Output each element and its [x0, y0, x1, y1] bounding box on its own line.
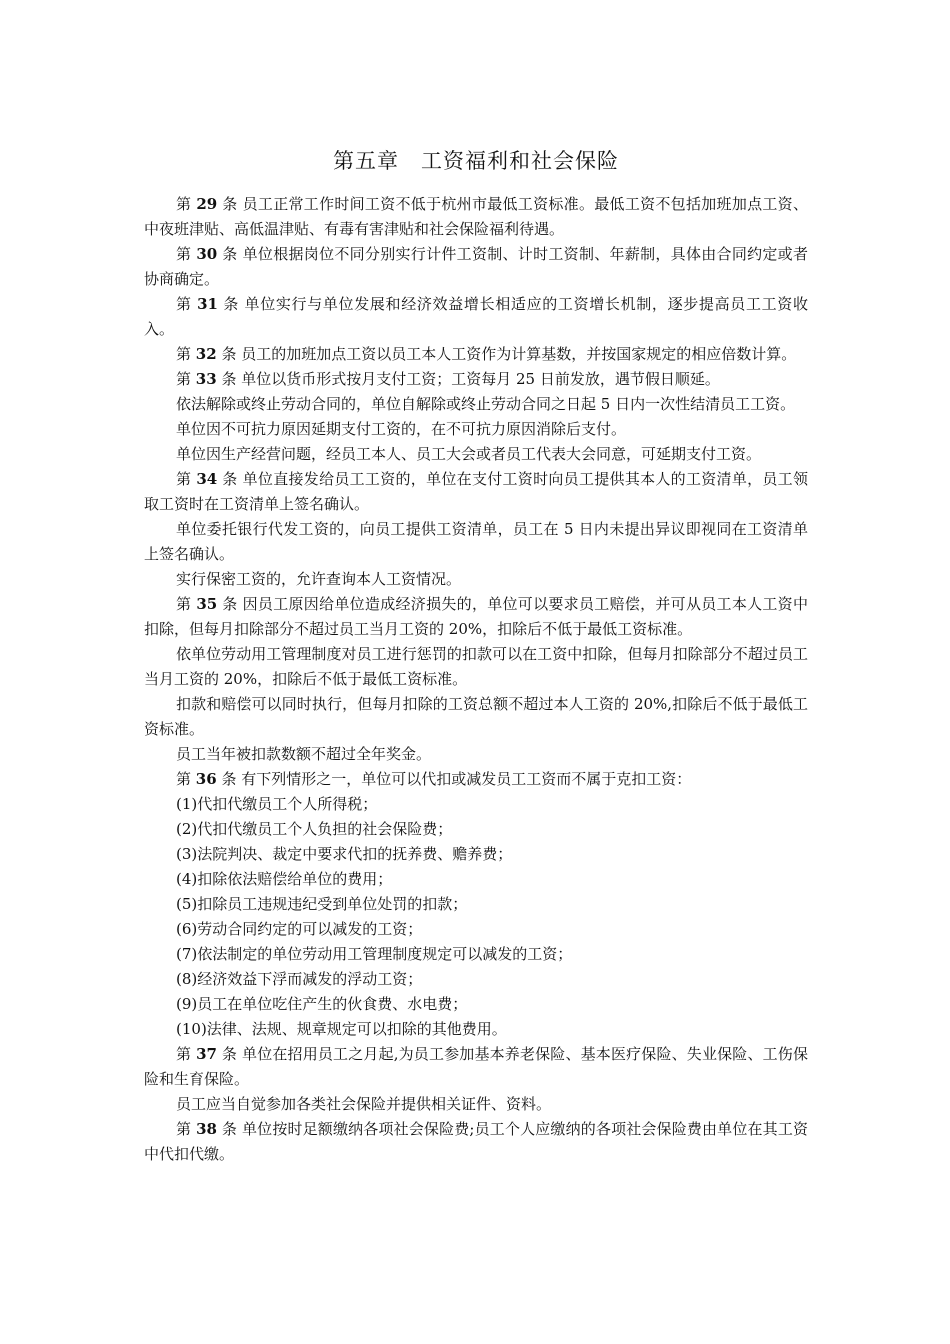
article-prefix: 第	[176, 345, 192, 363]
paragraph	[144, 892, 808, 917]
chapter-name: 工资福利和社会保险	[421, 149, 619, 173]
paragraph	[144, 467, 808, 517]
article-number: 32	[195, 345, 217, 363]
paragraph-text: 条 有下列情形之一，单位可以代扣或减发员工工资而不属于克扣工资：	[221, 770, 692, 788]
paragraph-text: (9)员工在单位吃住产生的伙食费、水电费；	[176, 995, 468, 1013]
paragraph-text: (3)法院判决、裁定中要求代扣的抚养费、赡养费；	[176, 845, 513, 863]
paragraph-text: 条 单位按时足额缴纳各项社会保险费;员工个人应缴纳的各项社会保险费由单位在其工资中代扣代缴。	[144, 1120, 808, 1163]
paragraph-text: 条 因员工原因给单位造成经济损失的，单位可以要求员工赔偿，并可从员工本人工资中扣除，但每月扣除部分不超过员工当月工资的 20%，扣除后不低于最低工资标准。	[144, 595, 808, 638]
article-number: 38	[196, 1120, 217, 1138]
paragraph-text: 单位因生产经营问题，经员工本人、员工大会或者员工代表大会同意，可延期支付工资。	[176, 445, 762, 463]
paragraph	[144, 942, 808, 967]
paragraph	[144, 642, 808, 692]
document-page	[144, 146, 808, 1167]
paragraph	[144, 792, 808, 817]
paragraph	[144, 517, 808, 567]
paragraph	[144, 392, 808, 417]
article-prefix: 第	[176, 295, 192, 313]
paragraph-text: 条 员工正常工作时间工资不低于杭州市最低工资标准。最低工资不包括加班加点工资、中夜班津贴、高低温津贴、有毒有害津贴和社会保险福利待遇。	[144, 195, 808, 238]
paragraph-text: (1)代扣代缴员工个人所得税；	[176, 795, 378, 813]
article-prefix: 第	[176, 195, 192, 213]
paragraph	[144, 917, 808, 942]
paragraph	[144, 817, 808, 842]
paragraph-text: (6)劳动合同约定的可以减发的工资；	[176, 920, 423, 938]
article-number: 31	[197, 295, 218, 313]
paragraph-text: 实行保密工资的，允许查询本人工资情况。	[176, 570, 462, 588]
paragraph-text: (8)经济效益下浮而减发的浮动工资；	[176, 970, 423, 988]
paragraph	[144, 992, 808, 1017]
paragraph-text: (4)扣除依法赔偿给单位的费用；	[176, 870, 393, 888]
article-prefix: 第	[176, 770, 192, 788]
article-prefix: 第	[176, 370, 192, 388]
article-prefix: 第	[176, 1045, 192, 1063]
paragraph	[144, 1092, 808, 1117]
paragraph	[144, 767, 808, 792]
paragraph-text: 条 单位在招用员工之月起,为员工参加基本养老保险、基本医疗保险、失业保险、工伤保险和生育保险。	[144, 1045, 808, 1088]
paragraph-text: 扣款和赔偿可以同时执行，但每月扣除的工资总额不超过本人工资的 20%,扣除后不低于最低工资标准。	[144, 695, 808, 738]
paragraph	[144, 417, 808, 442]
paragraph-text: (10)法律、法规、规章规定可以扣除的其他费用。	[176, 1020, 507, 1038]
paragraph-text: 条 单位以货币形式按月支付工资；工资每月 25 日前发放，遇节假日顺延。	[221, 370, 720, 388]
article-number: 33	[195, 370, 217, 388]
paragraph-text: 单位委托银行代发工资的，向员工提供工资清单，员工在 5 日内未提出异议即视同在工资清单上签名确认。	[144, 520, 808, 563]
article-number: 34	[196, 470, 218, 488]
paragraph	[144, 692, 808, 742]
paragraph	[144, 242, 808, 292]
paragraph	[144, 867, 808, 892]
article-number: 35	[196, 595, 218, 613]
paragraph-text: 依单位劳动用工管理制度对员工进行惩罚的扣款可以在工资中扣除，但每月扣除部分不超过员工当月工资的 20%，扣除后不低于最低工资标准。	[144, 645, 808, 688]
paragraph	[144, 367, 808, 392]
paragraph-text: 员工应当自觉参加各类社会保险并提供相关证件、资料。	[176, 1095, 552, 1113]
paragraph-text: 条 员工的加班加点工资以员工本人工资作为计算基数，并按国家规定的相应倍数计算。	[221, 345, 797, 363]
paragraph-text: (5)扣除员工违规违纪受到单位处罚的扣款；	[176, 895, 468, 913]
article-number: 30	[196, 245, 218, 263]
paragraph-text: 条 单位直接发给员工工资的，单位在支付工资时向员工提供其本人的工资清单，员工领取工资时在工资清单上签名确认。	[144, 470, 808, 513]
article-prefix: 第	[176, 470, 192, 488]
chapter-number: 第五章	[333, 149, 399, 173]
paragraph	[144, 842, 808, 867]
article-number: 29	[196, 195, 218, 213]
paragraph	[144, 742, 808, 767]
paragraph-text: 条 单位实行与单位发展和经济效益增长相适应的工资增长机制，逐步提高员工工资收入。	[144, 295, 808, 338]
paragraph	[144, 1017, 808, 1042]
paragraph	[144, 342, 808, 367]
paragraph	[144, 1042, 808, 1092]
paragraph	[144, 592, 808, 642]
article-prefix: 第	[176, 245, 192, 263]
paragraph-text: 员工当年被扣款数额不超过全年奖金。	[176, 745, 432, 763]
paragraph	[144, 192, 808, 242]
article-prefix: 第	[176, 595, 192, 613]
article-number: 37	[196, 1045, 217, 1063]
paragraph-text: 条 单位根据岗位不同分别实行计件工资制、计时工资制、年薪制，具体由合同约定或者协商确定。	[144, 245, 808, 288]
paragraph	[144, 442, 808, 467]
paragraph-text: (7)依法制定的单位劳动用工管理制度规定可以减发的工资；	[176, 945, 573, 963]
paragraph-text: 单位因不可抗力原因延期支付工资的，在不可抗力原因消除后支付。	[176, 420, 627, 438]
paragraph	[144, 967, 808, 992]
document-body	[144, 192, 808, 1167]
chapter-title	[144, 146, 808, 176]
paragraph	[144, 1117, 808, 1167]
paragraph	[144, 567, 808, 592]
article-prefix: 第	[176, 1120, 192, 1138]
paragraph-text: 依法解除或终止劳动合同的，单位自解除或终止劳动合同之日起 5 日内一次性结清员工工资。	[176, 395, 796, 413]
article-number: 36	[195, 770, 217, 788]
paragraph	[144, 292, 808, 342]
paragraph-text: (2)代扣代缴员工个人负担的社会保险费；	[176, 820, 453, 838]
